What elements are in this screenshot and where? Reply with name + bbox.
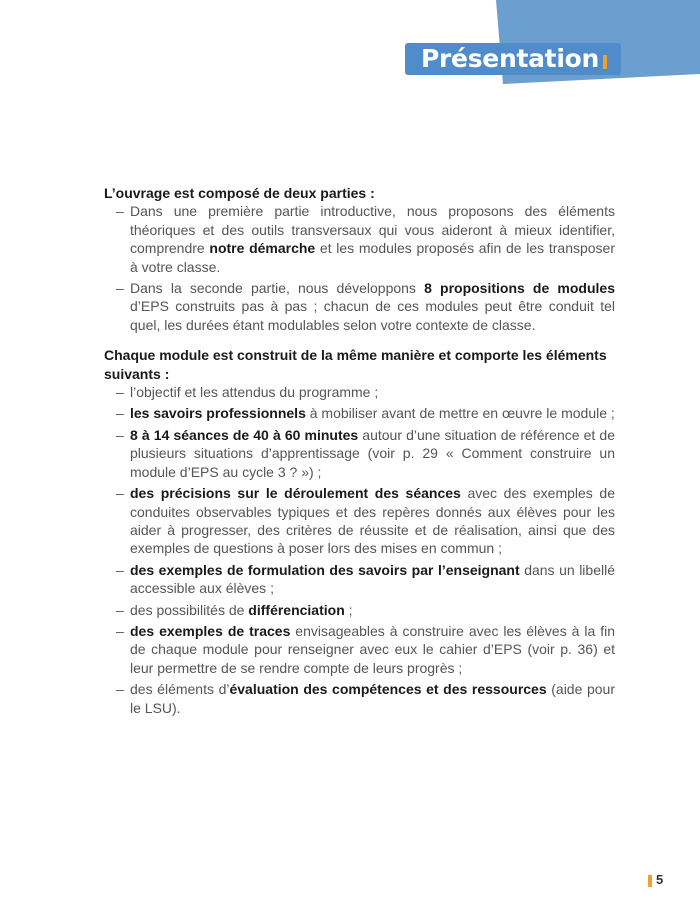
list-item <box>130 404 615 422</box>
body-text: autour d’une situation de référence et de plusieurs situations d’apprentissage (voir p. 29 « Comment construire un module d’EPS au cycle 3 ? ») ; <box>130 426 615 480</box>
body-text: Dans la seconde partie, nous développons <box>130 280 425 297</box>
body-text: dans un libellé accessible aux élèves ; <box>130 561 615 597</box>
main-content <box>104 184 615 729</box>
emphasis-text: des précisions sur le déroulement des séances <box>130 485 461 502</box>
list-item <box>130 279 615 334</box>
page-title: Présentation <box>421 44 599 73</box>
body-text: ; <box>344 601 353 618</box>
list-item <box>130 484 615 558</box>
list-item <box>130 426 615 481</box>
body-text: des éléments d’ <box>130 681 230 698</box>
bullet-list <box>104 202 615 334</box>
body-text: Dans une première partie introductive, nous proposons des éléments théoriques et des outils transversaux qui vous aideront à mieux identifier, comprendre <box>130 203 615 257</box>
body-text: envisageables à construire avec les élèves à la fin de chaque module pour renseigner avec eux le cahier d’EPS (voir p. 36) et leur permettre de se rendre compte de leurs progrès ; <box>130 622 615 676</box>
emphasis-text: les savoirs professionnels <box>130 405 306 422</box>
emphasis-text: 8 à 14 séances de 40 à 60 minutes <box>130 426 359 443</box>
body-text: à mobiliser avant de mettre en œuvre le module ; <box>305 405 615 422</box>
section-heading: Chaque module est construit de la même manière et comporte les éléments suivants : <box>104 347 607 382</box>
emphasis-text: 8 propositions de modules <box>424 280 615 297</box>
body-text: d’EPS construits pas à pas ; chacun de ces modules peut être conduit tel quel, les durées étant modulables selon votre contexte de classe. <box>130 298 615 333</box>
body-text: avec des exemples de conduites observables typiques et des repères donnés aux élèves pour les aider à progresser, des critères de réussite et de réalisation, ainsi que des exemples de questions à poser lors des mises en commun ; <box>130 485 615 557</box>
emphasis-text: différenciation <box>248 601 345 618</box>
emphasis-text: des exemples de formulation des savoirs par l’enseignant <box>130 561 520 578</box>
list-item <box>130 680 615 717</box>
list-item <box>130 601 615 619</box>
list-item <box>130 561 615 598</box>
list-item <box>130 202 615 276</box>
emphasis-text: évaluation des compétences et des ressources <box>229 681 547 698</box>
body-text: l’objectif et les attendus du programme ; <box>130 384 379 401</box>
page-number: 5 <box>656 872 664 887</box>
page-number-accent <box>648 875 652 887</box>
emphasis-text: des exemples de traces <box>130 622 291 639</box>
list-item <box>130 383 615 401</box>
section-heading: L’ouvrage est composé de deux parties : <box>104 185 375 201</box>
emphasis-text: notre démarche <box>209 240 316 257</box>
bullet-list <box>104 383 615 717</box>
body-text: des possibilités de <box>130 601 249 618</box>
body-text: et les modules proposés afin de les transposer à votre classe. <box>130 240 615 275</box>
body-text: (aide pour le LSU). <box>130 681 615 716</box>
title-accent-mark <box>603 55 607 69</box>
list-item <box>130 622 615 677</box>
